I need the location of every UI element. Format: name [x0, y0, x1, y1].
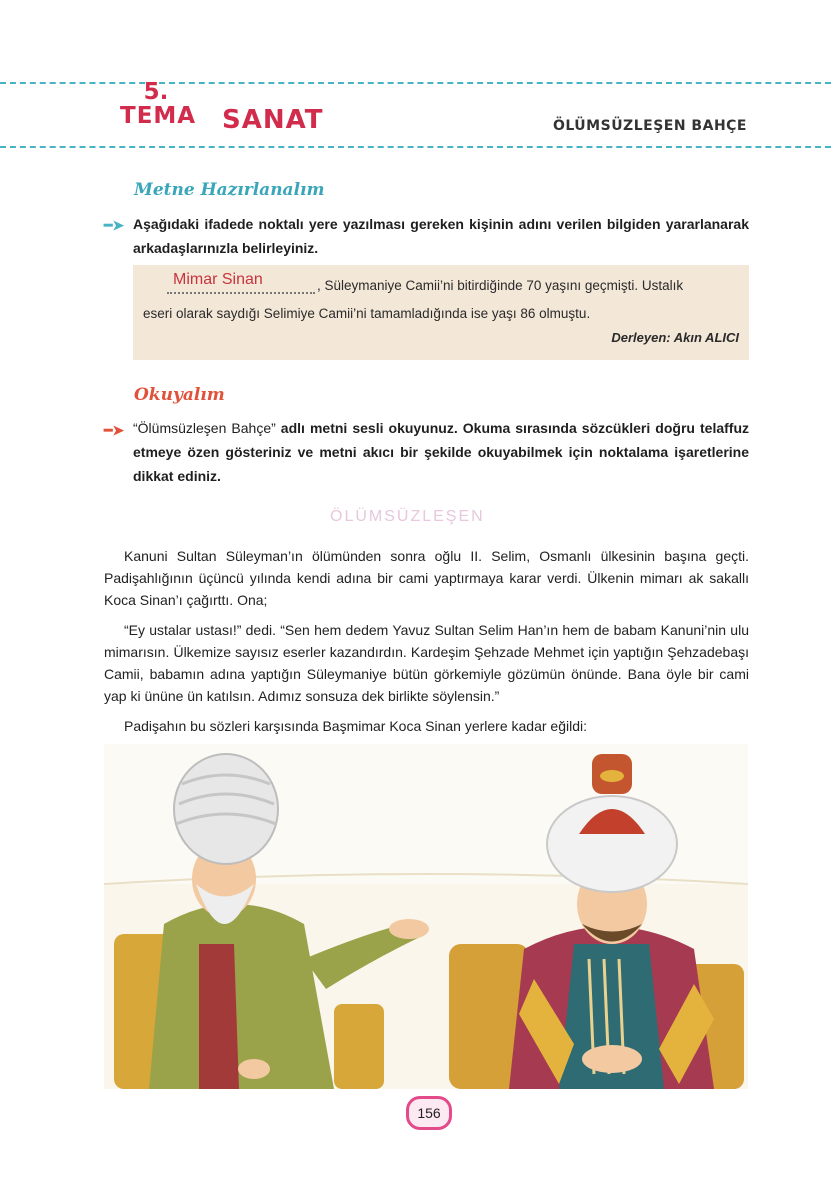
header-dashed-line-bottom — [0, 146, 831, 148]
ghost-title: ÖLÜMSÜZLEŞEN — [330, 508, 485, 525]
story-paragraph-1: Kanuni Sultan Süleyman’ın ölümünden sonra oğlu II. Selim, Osmanlı ülkesinin başına geçti. Padişahlığının üçüncü yılında kendi adına bir cami yaptırmaya karar verdi. Ülkenin mimarı ak sakallı Koca Sinan’ı çağırttı. Ona; — [104, 548, 749, 608]
unit-word: TEMA — [120, 103, 197, 130]
arrow-icon: ━➤ — [104, 217, 125, 233]
prepare-instruction: Aşağıdaki ifadede noktalı yere yazılması gereken kişinin adını verilen bilgiden yararlanarak arkadaşlarınızla belirleyiniz. — [133, 216, 749, 256]
instruction-quote: “Ölümsüzleşen Bahçe” — [133, 420, 276, 436]
filled-name: Mimar Sinan — [173, 271, 263, 288]
unit-badge — [120, 79, 197, 130]
info-box — [133, 265, 749, 360]
dotted-blank — [167, 292, 315, 294]
illustration — [104, 744, 748, 1089]
read-heading: Okuyalım — [134, 385, 225, 405]
story-paragraph-3: Padişahın bu sözleri karşısında Başmimar Koca Sinan yerlere kadar eğildi: — [124, 718, 588, 734]
info-line-1: , Süleymaniye Camii’ni bitirdiğinde 70 yaşını geçmişti. Ustalık — [317, 278, 684, 293]
theme-text: ÖLÜMSÜZLEŞEN BAHÇE — [552, 118, 747, 134]
story-paragraph-2: “Ey ustalar ustası!” dedi. “Sen hem dedem Yavuz Sultan Selim Han’ın hem de babam Kanuni’nin ulu mimarısın. Ülkemize sayısız eserler kazandırdın. Kardeşim Şehzade Mehmet için yaptığın Şehzadebaşı Camii, babamın adına yaptığın Süleymaniye bütün görkemiyle gözümün önünde. Bana öyle bir cami yap ki ününe ün katılsın. Adımız sonsuza dek birlikte söylensin.” — [104, 622, 749, 704]
arrow-icon: ━➤ — [104, 422, 125, 438]
info-source: Derleyen: Akın ALICI — [611, 330, 739, 345]
info-line-2: eseri olarak saydığı Selimiye Camii’ni tamamladığında ise yaşı 86 olmuştu. — [143, 306, 591, 321]
read-instruction — [133, 416, 749, 488]
unit-number: 5. — [143, 79, 169, 105]
instruction-rest: adlı metni sesli okuyunuz. Okuma sırasında sözcükleri doğru telaffuz etmeye özen gösteriniz ve metni akıcı bir şekilde okuyabilmek için noktalama işaretlerine dikkat ediniz. — [133, 420, 749, 484]
page-number: 156 — [406, 1096, 452, 1130]
prepare-heading: Metne Hazırlanalım — [134, 180, 325, 200]
unit-title: SANAT — [222, 105, 324, 135]
